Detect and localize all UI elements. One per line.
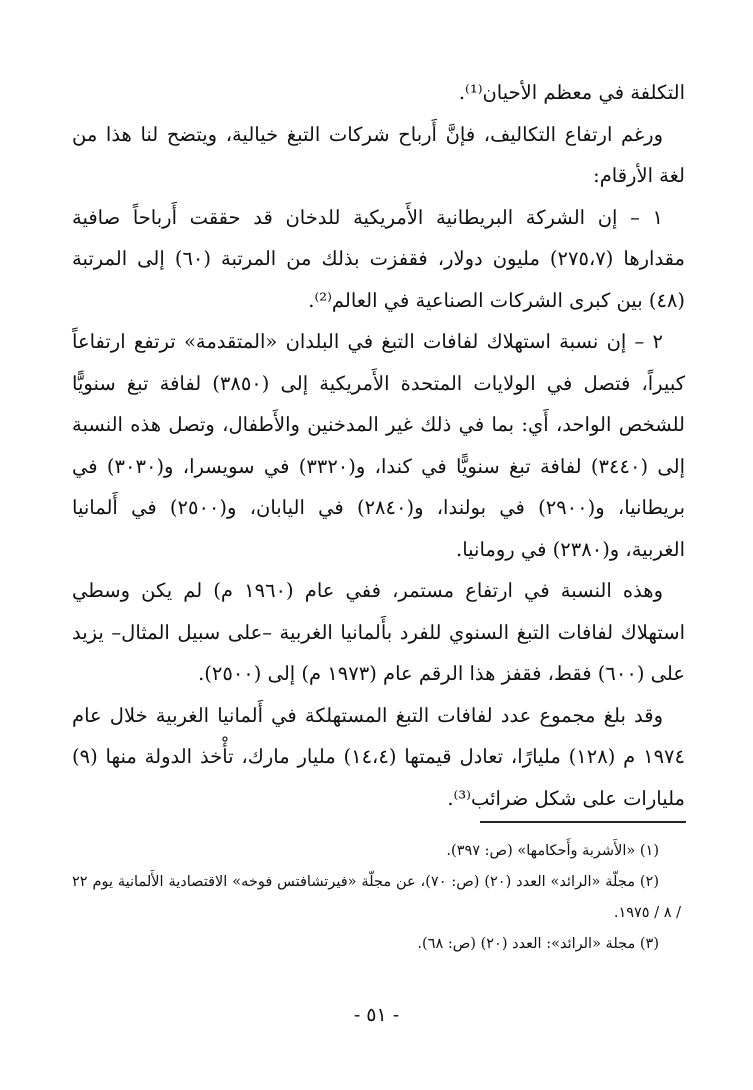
- paragraph-6: وقد بلغ مجموع عدد لفافات التبغ المستهلكة في أَلمانيا الغربية خلال عام ١٩٧٤ م (١٢٨) مليارًا، تعادل قيمتها (١٤،٤) مليار مارك، تأْخذ الدولة منها (٩) مليارات على شكل ضرائب⁽³⁾.: [72, 703, 685, 810]
- footnote-3: (٣) مجلة «الرائد»: العدد (٢٠) (ص: ٦٨).: [417, 936, 659, 952]
- paragraph-4: ٢ – إن نسبة استهلاك لفافات التبغ في البلدان «المتقدمة» ترتفع ارتفاعاً كبيراً، فتصل في الولايات المتحدة الأَمريكية إلى (٣٨٥٠) لفافة تبغ سنويًّا للشخص الواحد، أَي: بما في ذلك غير المدخنين والأَطفال، وتصل هذه النسبة إلى (٣٤٤٠) لفافة تبغ سنويًّا في كندا، و(٣٣٢٠) في سويسرا، و(٣٠٣٠) في بريطانيا، و(٢٩٠٠) في بولندا، و(٢٨٤٠) في اليابان، و(٢٥٠٠) في أَلمانيا الغربية، و(٢٣٨٠) في رومانيا.: [72, 330, 685, 561]
- footnote-divider: [480, 821, 686, 823]
- main-text: [72, 72, 685, 819]
- paragraph-3: ١ – إن الشركة البريطانية الأَمريكية للدخان قد حققت أَرباحاً صافية مقدارها (٢٧٥،٧) مليون دولار، فقفزت بذلك من المرتبة (٦٠) إلى المرتبة (٤٨) بين كبرى الشركات الصناعية في العالم⁽²⁾.: [72, 205, 685, 312]
- footnote-1: (١) «الأَشربة وأَحكامها» (ص: ٣٩٧).: [446, 843, 659, 859]
- paragraph-5: وهذه النسبة في ارتفاع مستمر، ففي عام (١٩٦٠ م) لم يكن وسطي استهلاك لفافات التبغ السنوي للفرد بأَلمانيا الغربية –على سبيل المثال– يزيد على (٦٠٠) فقط، فقفز هذا الرقم عام (١٩٧٣ م) إلى (٢٥٠٠).: [72, 579, 685, 685]
- page-number: - ٥١ -: [353, 1004, 400, 1026]
- paragraph-1: التكلفة في معظم الأحيان⁽¹⁾.: [458, 81, 685, 104]
- footnote-2: (٢) مجلّة «الرائد» العدد (٢٠) (ص: ٧٠)، عن مجلّة «فيرتشافتس فوخه» الاقتصادية الأَلمانية يوم ٢٢ / ٨ / ١٩٧٥.: [72, 874, 681, 921]
- footnotes: [72, 836, 681, 960]
- paragraph-2: ورغم ارتفاع التكاليف، فإنَّ أَرباح شركات التبغ خيالية، ويتضح لنا هذا من لغة الأرقام:: [72, 122, 685, 187]
